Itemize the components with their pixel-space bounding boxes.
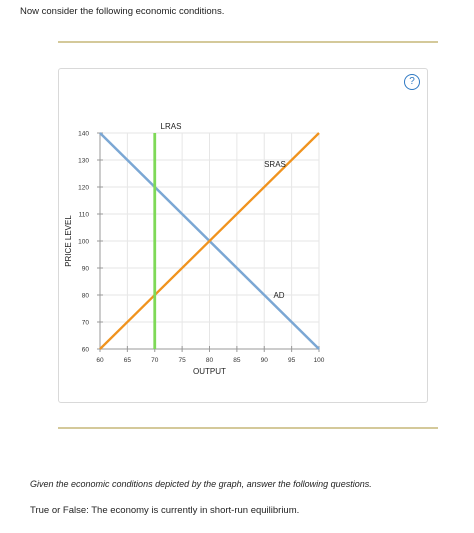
y-tick-label: 80 [81, 292, 89, 300]
y-tick-label: 60 [81, 346, 89, 354]
lras-line-label: LRAS [160, 122, 182, 131]
y-tick-label: 100 [78, 238, 89, 246]
sras-curve-label: SRAS [264, 160, 286, 169]
question-text: True or False: The economy is currently in short-run equilibrium. [30, 505, 300, 516]
y-tick-label: 70 [81, 319, 89, 327]
x-tick-label: 70 [151, 357, 159, 364]
y-tick-label: 130 [78, 157, 89, 165]
x-tick-label: 60 [96, 357, 104, 364]
help-icon[interactable]: ? [404, 74, 420, 90]
x-tick-label: 85 [233, 357, 241, 364]
y-tick-label: 110 [78, 211, 89, 219]
intro-text: Now consider the following economic conditions. [20, 6, 225, 17]
x-tick-label: 100 [313, 357, 325, 364]
x-tick-label: 80 [205, 357, 214, 364]
y-tick-label: 90 [81, 265, 89, 273]
x-tick-label: 75 [178, 357, 186, 364]
y-tick-label: 140 [78, 130, 89, 138]
x-tick-label: 95 [288, 357, 296, 364]
y-tick-label: 120 [78, 184, 89, 192]
ad-curve-label: AD [273, 291, 285, 300]
x-axis-label: OUTPUT [193, 367, 226, 376]
x-tick-label: 65 [123, 357, 131, 364]
x-tick-label: 90 [260, 357, 268, 364]
bottom-divider [58, 427, 438, 429]
question-lead: Given the economic conditions depicted by the graph, answer the following questions. [30, 479, 372, 489]
y-axis-label: PRICE LEVEL [64, 215, 73, 267]
